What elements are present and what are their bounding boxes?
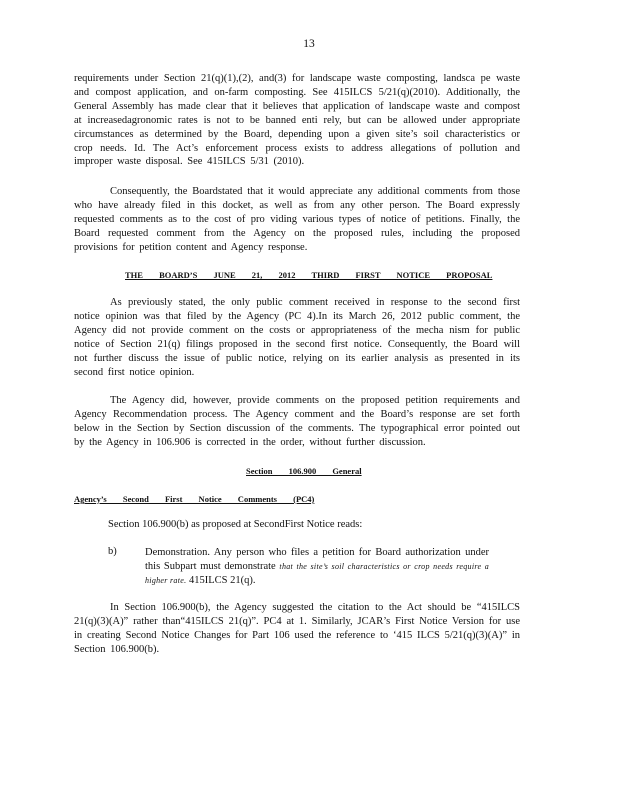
quoted-rule-text — [145, 546, 489, 588]
paragraph-requirements: requirements under Section 21(q)(1),(2), and(3) for landscape waste composting, landsca pe waste and compost application, and on-farm composting. See 415ILCS 5/21(q)(2010). Additionally, the General Assembly has made clear that it believes that application of landscape waste and compost at increasedagronomic rates is not to be banned enti rely, but can be allowed under appropriate circumstances as determined by the Board, depending upon a given site’s soil characteristics or crop needs. Id. The Act’s enforcement process exists to address allegations of pollution and improper waste disposal. See 415ILCS 5/31 (2010). — [74, 73, 520, 168]
section-heading-third-first-notice: THE BOARD’S JUNE 21, 2012 THIRD FIRST NOTICE PROPOSAL — [125, 270, 493, 280]
paragraph-citation-suggestion: In Section 106.900(b), the Agency suggested the citation to the Act should be “415ILCS 21(q)(3)(A)” rather than“415ILCS 21(q)”. PC4 at 1. Similarly, JCAR’s First Notice Version for use in creating Second Notice Changes for Part 106 used the reference to ‘415 ILCS 5/21(q)(3)(A)” in Section 106.900(b). — [74, 602, 520, 655]
page-number: 13 — [303, 38, 315, 50]
subheading-agency-comments: Agency’s Second First Notice Comments (PC4) — [74, 494, 315, 504]
quoted-rule-citation: 415ILCS 21(q). — [189, 574, 256, 586]
paragraph-previously-stated: As previously stated, the only public comment received in response to the second first notice opinion was that filed by the Agency (PC 4).In its March 26, 2012 public comment, the Agency did not provide comment on the costs or appropriateness of the mecha nism for public notice of Section 21(q) filings proposed in the second first notice. Consequently, the Board will not further discuss the issue of public notice, relying on its earlier analysis as presented in its second first notice opinion. — [74, 297, 520, 378]
paragraph-consequently: Consequently, the Boardstated that it would appreciate any additional comments from those who have already filed in this docket, as well as from any other person. The Board expressly requested comments as to the cost of pro viding various types of notice of petitions. Finally, the Board requested comment from the Agency on the proposed rules, including the proposed provisions for petition content and Agency response. — [74, 186, 520, 253]
quoted-rule-text-italic: that the site’s soil characteristics or crop needs require a higher rate. — [145, 561, 489, 585]
section-heading-106-900: Section 106.900 General — [246, 466, 362, 476]
quoted-rule-text-main: Demonstration. Any person who files a petition for Board authorization under this Subpart must demonstrate — [145, 547, 489, 572]
paragraph-section-reads: Section 106.900(b) as proposed at SecondFirst Notice reads: — [108, 519, 363, 530]
list-item-label: b) — [108, 546, 117, 557]
paragraph-agency-comments: The Agency did, however, provide comments on the proposed petition requirements and Agency Recommendation process. The Agency comment and the Board’s response are set forth below in the Section by Section discussion of the comments. The typographical error pointed out by the Agency in 106.906 is corrected in the order, without further discussion. — [74, 395, 520, 448]
